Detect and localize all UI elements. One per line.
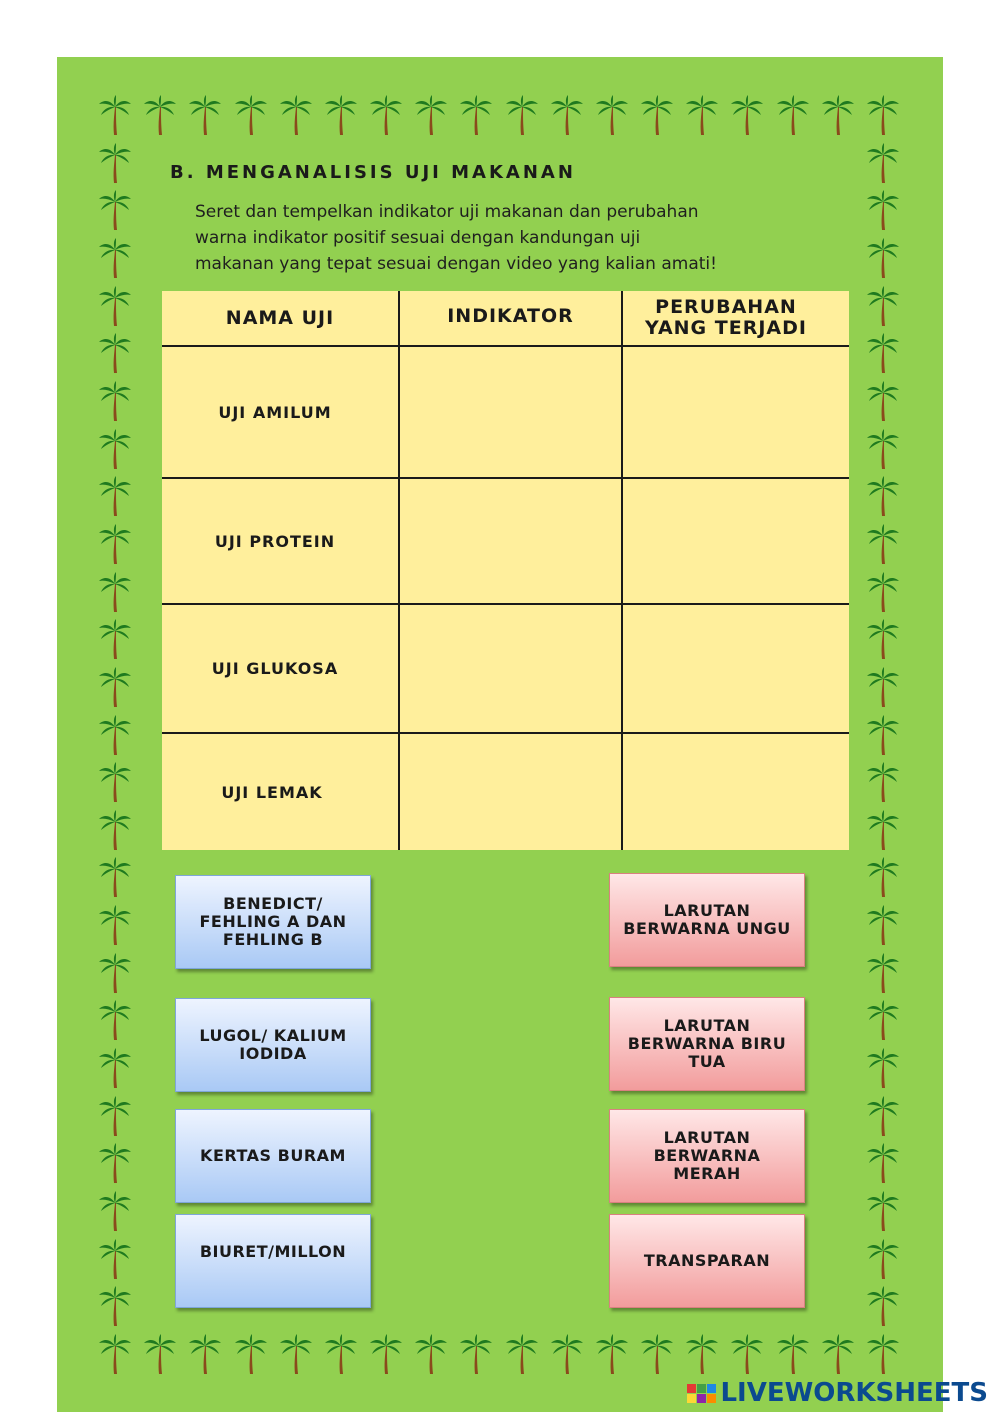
palm-tree-icon: [98, 762, 132, 802]
palm-tree-icon: [369, 1334, 403, 1374]
card-larutan-biru-tua[interactable]: LARUTAN BERWARNA BIRU TUA: [609, 997, 805, 1091]
palm-tree-icon: [143, 95, 177, 135]
palm-tree-icon: [550, 95, 584, 135]
palm-tree-icon: [98, 953, 132, 993]
drop-zone-indikator-protein[interactable]: [400, 479, 621, 603]
palm-tree-icon: [821, 1334, 855, 1374]
palm-tree-icon: [866, 667, 900, 707]
card-lugol-kalium-iodida[interactable]: LUGOL/ KALIUM IODIDA: [175, 998, 371, 1092]
drop-zone-indikator-glukosa[interactable]: [400, 605, 621, 732]
row-label-protein: UJI PROTEIN: [214, 531, 336, 551]
drop-zone-perubahan-glukosa[interactable]: [623, 605, 849, 732]
card-benedict-fehling[interactable]: BENEDICT/ FEHLING A DAN FEHLING B: [175, 875, 371, 969]
palm-tree-icon: [821, 95, 855, 135]
row-label-amilum: UJI AMILUM: [218, 402, 332, 422]
palm-tree-icon: [866, 810, 900, 850]
palm-tree-icon: [685, 1334, 719, 1374]
drop-zone-indikator-lemak[interactable]: [400, 734, 621, 850]
palm-tree-icon: [866, 715, 900, 755]
palm-tree-icon: [866, 286, 900, 326]
palm-tree-icon: [279, 95, 313, 135]
header-nama-uji: NAMA UJI: [225, 306, 335, 329]
liveworksheets-logo-icon: [687, 1384, 716, 1403]
palm-tree-icon: [234, 95, 268, 135]
palm-tree-icon: [98, 238, 132, 278]
palm-tree-icon: [640, 95, 674, 135]
palm-tree-icon: [324, 1334, 358, 1374]
palm-tree-icon: [98, 1096, 132, 1136]
palm-tree-icon: [98, 1000, 132, 1040]
drop-zone-perubahan-lemak[interactable]: [623, 734, 849, 850]
palm-tree-icon: [866, 143, 900, 183]
palm-tree-icon: [866, 953, 900, 993]
palm-tree-icon: [98, 857, 132, 897]
instructions: [195, 199, 815, 277]
palm-tree-icon: [459, 1334, 493, 1374]
palm-tree-icon: [98, 1048, 132, 1088]
palm-tree-icon: [866, 1143, 900, 1183]
palm-tree-icon: [866, 524, 900, 564]
palm-tree-icon: [98, 810, 132, 850]
palm-tree-icon: [505, 1334, 539, 1374]
palm-tree-icon: [98, 905, 132, 945]
palm-tree-icon: [866, 572, 900, 612]
palm-tree-icon: [550, 1334, 584, 1374]
drop-zone-perubahan-protein[interactable]: [623, 479, 849, 603]
brand-watermark: [687, 1378, 988, 1408]
palm-tree-icon: [866, 619, 900, 659]
palm-tree-icon: [866, 762, 900, 802]
palm-tree-icon: [98, 1191, 132, 1231]
section-title: B. MENGANALISIS UJI MAKANAN: [170, 162, 576, 183]
palm-tree-icon: [866, 1334, 900, 1374]
row-label-glukosa: UJI GLUKOSA: [211, 659, 339, 678]
instruction-line: warna indikator positif sesuai dengan kandungan uji: [195, 228, 641, 248]
palm-tree-icon: [369, 95, 403, 135]
palm-tree-icon: [98, 1286, 132, 1326]
palm-tree-icon: [866, 333, 900, 373]
palm-tree-icon: [98, 715, 132, 755]
palm-tree-icon: [414, 1334, 448, 1374]
palm-tree-icon: [324, 95, 358, 135]
palm-tree-icon: [866, 1000, 900, 1040]
palm-tree-icon: [866, 1239, 900, 1279]
palm-tree-icon: [866, 1286, 900, 1326]
palm-tree-icon: [776, 1334, 810, 1374]
palm-tree-icon: [730, 1334, 764, 1374]
palm-tree-icon: [188, 1334, 222, 1374]
palm-tree-icon: [279, 1334, 313, 1374]
palm-tree-icon: [98, 524, 132, 564]
drop-zone-perubahan-amilum[interactable]: [623, 347, 849, 477]
palm-tree-icon: [776, 95, 810, 135]
palm-tree-icon: [866, 905, 900, 945]
palm-tree-icon: [866, 190, 900, 230]
palm-tree-icon: [98, 1334, 132, 1374]
drop-zone-indikator-amilum[interactable]: [400, 347, 621, 477]
brand-name: LIVEWORKSHEETS: [720, 1378, 988, 1408]
instruction-line: makanan yang tepat sesuai dengan video yang kalian amati!: [195, 254, 717, 274]
header-indikator: INDIKATOR: [447, 304, 574, 327]
palm-tree-icon: [98, 1143, 132, 1183]
palm-tree-icon: [866, 1096, 900, 1136]
palm-tree-icon: [98, 667, 132, 707]
palm-tree-icon: [188, 95, 222, 135]
card-kertas-buram[interactable]: KERTAS BURAM: [175, 1109, 371, 1203]
instruction-line: Seret dan tempelkan indikator uji makanan dan perubahan: [195, 202, 699, 222]
palm-tree-icon: [640, 1334, 674, 1374]
palm-tree-icon: [685, 95, 719, 135]
palm-tree-icon: [98, 95, 132, 135]
card-larutan-ungu[interactable]: LARUTAN BERWARNA UNGU: [609, 873, 805, 967]
palm-tree-icon: [98, 333, 132, 373]
palm-tree-icon: [866, 1191, 900, 1231]
palm-tree-icon: [98, 190, 132, 230]
palm-tree-icon: [459, 95, 493, 135]
palm-tree-icon: [505, 95, 539, 135]
palm-tree-icon: [866, 238, 900, 278]
palm-tree-icon: [866, 476, 900, 516]
row-label-lemak: UJI LEMAK: [221, 782, 323, 802]
palm-tree-icon: [98, 381, 132, 421]
palm-tree-icon: [866, 429, 900, 469]
palm-tree-icon: [98, 429, 132, 469]
palm-tree-icon: [866, 857, 900, 897]
card-transparan[interactable]: TRANSPARAN: [609, 1214, 805, 1308]
palm-tree-icon: [730, 95, 764, 135]
palm-tree-icon: [866, 1048, 900, 1088]
palm-tree-icon: [866, 95, 900, 135]
palm-tree-icon: [234, 1334, 268, 1374]
palm-tree-icon: [414, 95, 448, 135]
palm-tree-icon: [866, 381, 900, 421]
palm-tree-icon: [98, 1239, 132, 1279]
palm-tree-icon: [98, 572, 132, 612]
palm-tree-icon: [98, 143, 132, 183]
palm-tree-icon: [98, 476, 132, 516]
palm-tree-icon: [595, 95, 629, 135]
palm-tree-icon: [98, 286, 132, 326]
card-biuret-millon[interactable]: BIURET/MILLON: [175, 1214, 371, 1308]
palm-tree-icon: [98, 619, 132, 659]
palm-tree-icon: [595, 1334, 629, 1374]
palm-tree-icon: [143, 1334, 177, 1374]
card-larutan-merah[interactable]: LARUTAN BERWARNA MERAH: [609, 1109, 805, 1203]
header-perubahan: PERUBAHAN YANG TERJADI: [645, 296, 807, 339]
